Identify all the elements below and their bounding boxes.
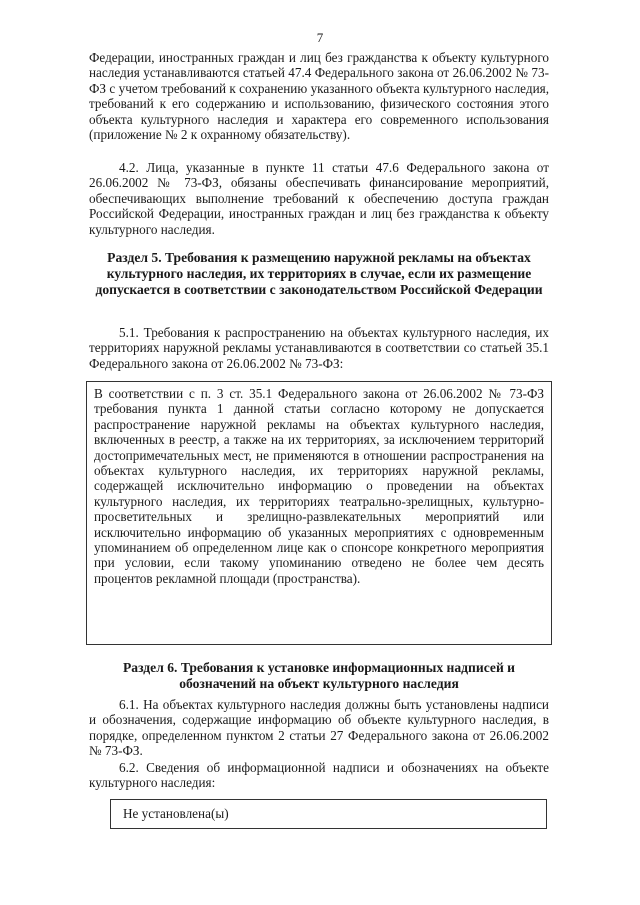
paragraph-6-1: 6.1. На объектах культурного наследия должны быть установлены надписи и обозначения, содержащие информацию об объекте культурного наследия, в порядке, определенном пунктом 2 статьи 27 Федерального закона от 26.06.2002 № 73-ФЗ. (89, 697, 549, 759)
box-6-2 (110, 799, 547, 829)
box-6-2-text: Не установлена(ы) (123, 806, 229, 821)
section-6-heading: Раздел 6. Требования к установке информационных надписей и обозначений на объект культурного наследия (122, 660, 516, 692)
box-5-1 (86, 381, 552, 645)
section-5-heading: Раздел 5. Требования к размещению наружной рекламы на объектах культурного наследия, их территориях в случае, если их размещение допускается в соответствии с законодательством Российской Федерации (95, 250, 543, 298)
page-number: 7 (316, 30, 324, 45)
box-5-1-text: В соответствии с п. 3 ст. 35.1 Федерального закона от 26.06.2002 № 73-ФЗ требования пункта 1 данной статьи согласно которому не допускается распространение наружной рекламы на объектах культурного наследия, включенных в реестр, а также на их территориях, за исключением территорий достопримечательных мест, не применяются в отношении распространения на объектах культурного наследия, их территориях наружной рекламы, содержащей исключительно информацию о проведении на объектах культурного наследия, их территориях театрально-зрелищных, культурно-просветительных и зрелищно-развлекательных мероприятий или исключительно информацию об указанных мероприятиях с одновременным упоминанием об определенном лице как о спонсоре конкретного мероприятия при условии, если такому упоминанию отведено не более чем десять процентов рекламной площади (пространства). (94, 386, 544, 586)
paragraph-6-2: 6.2. Сведения об информационной надписи и обозначениях на объекте культурного наследия: (89, 760, 549, 791)
paragraph-4-2: 4.2. Лица, указанные в пункте 11 статьи 47.6 Федерального закона от 26.06.2002 № 73-ФЗ, обязаны обеспечивать финансирование мероприятий, обеспечивающих выполнение требований к обеспечению доступа граждан Российской Федерации, иностранных граждан и лиц без гражданства к объекту культурного наследия. (89, 160, 549, 237)
paragraph-intro: Федерации, иностранных граждан и лиц без гражданства к объекту культурного наследия устанавливаются статьей 47.4 Федерального закона от 26.06.2002 № 73-ФЗ с учетом требований к сохранению указанного объекта культурного наследия, требований к его содержанию и использованию, физического состояния этого объекта культурного наследия и характера его современного использования (приложение № 2 к охранному обязательству). (89, 50, 549, 143)
paragraph-5-1: 5.1. Требования к распространению на объектах культурного наследия, их территориях наружной рекламы устанавливаются в соответствии со статьей 35.1 Федерального закона от 26.06.2002 № 73-ФЗ: (89, 325, 549, 371)
